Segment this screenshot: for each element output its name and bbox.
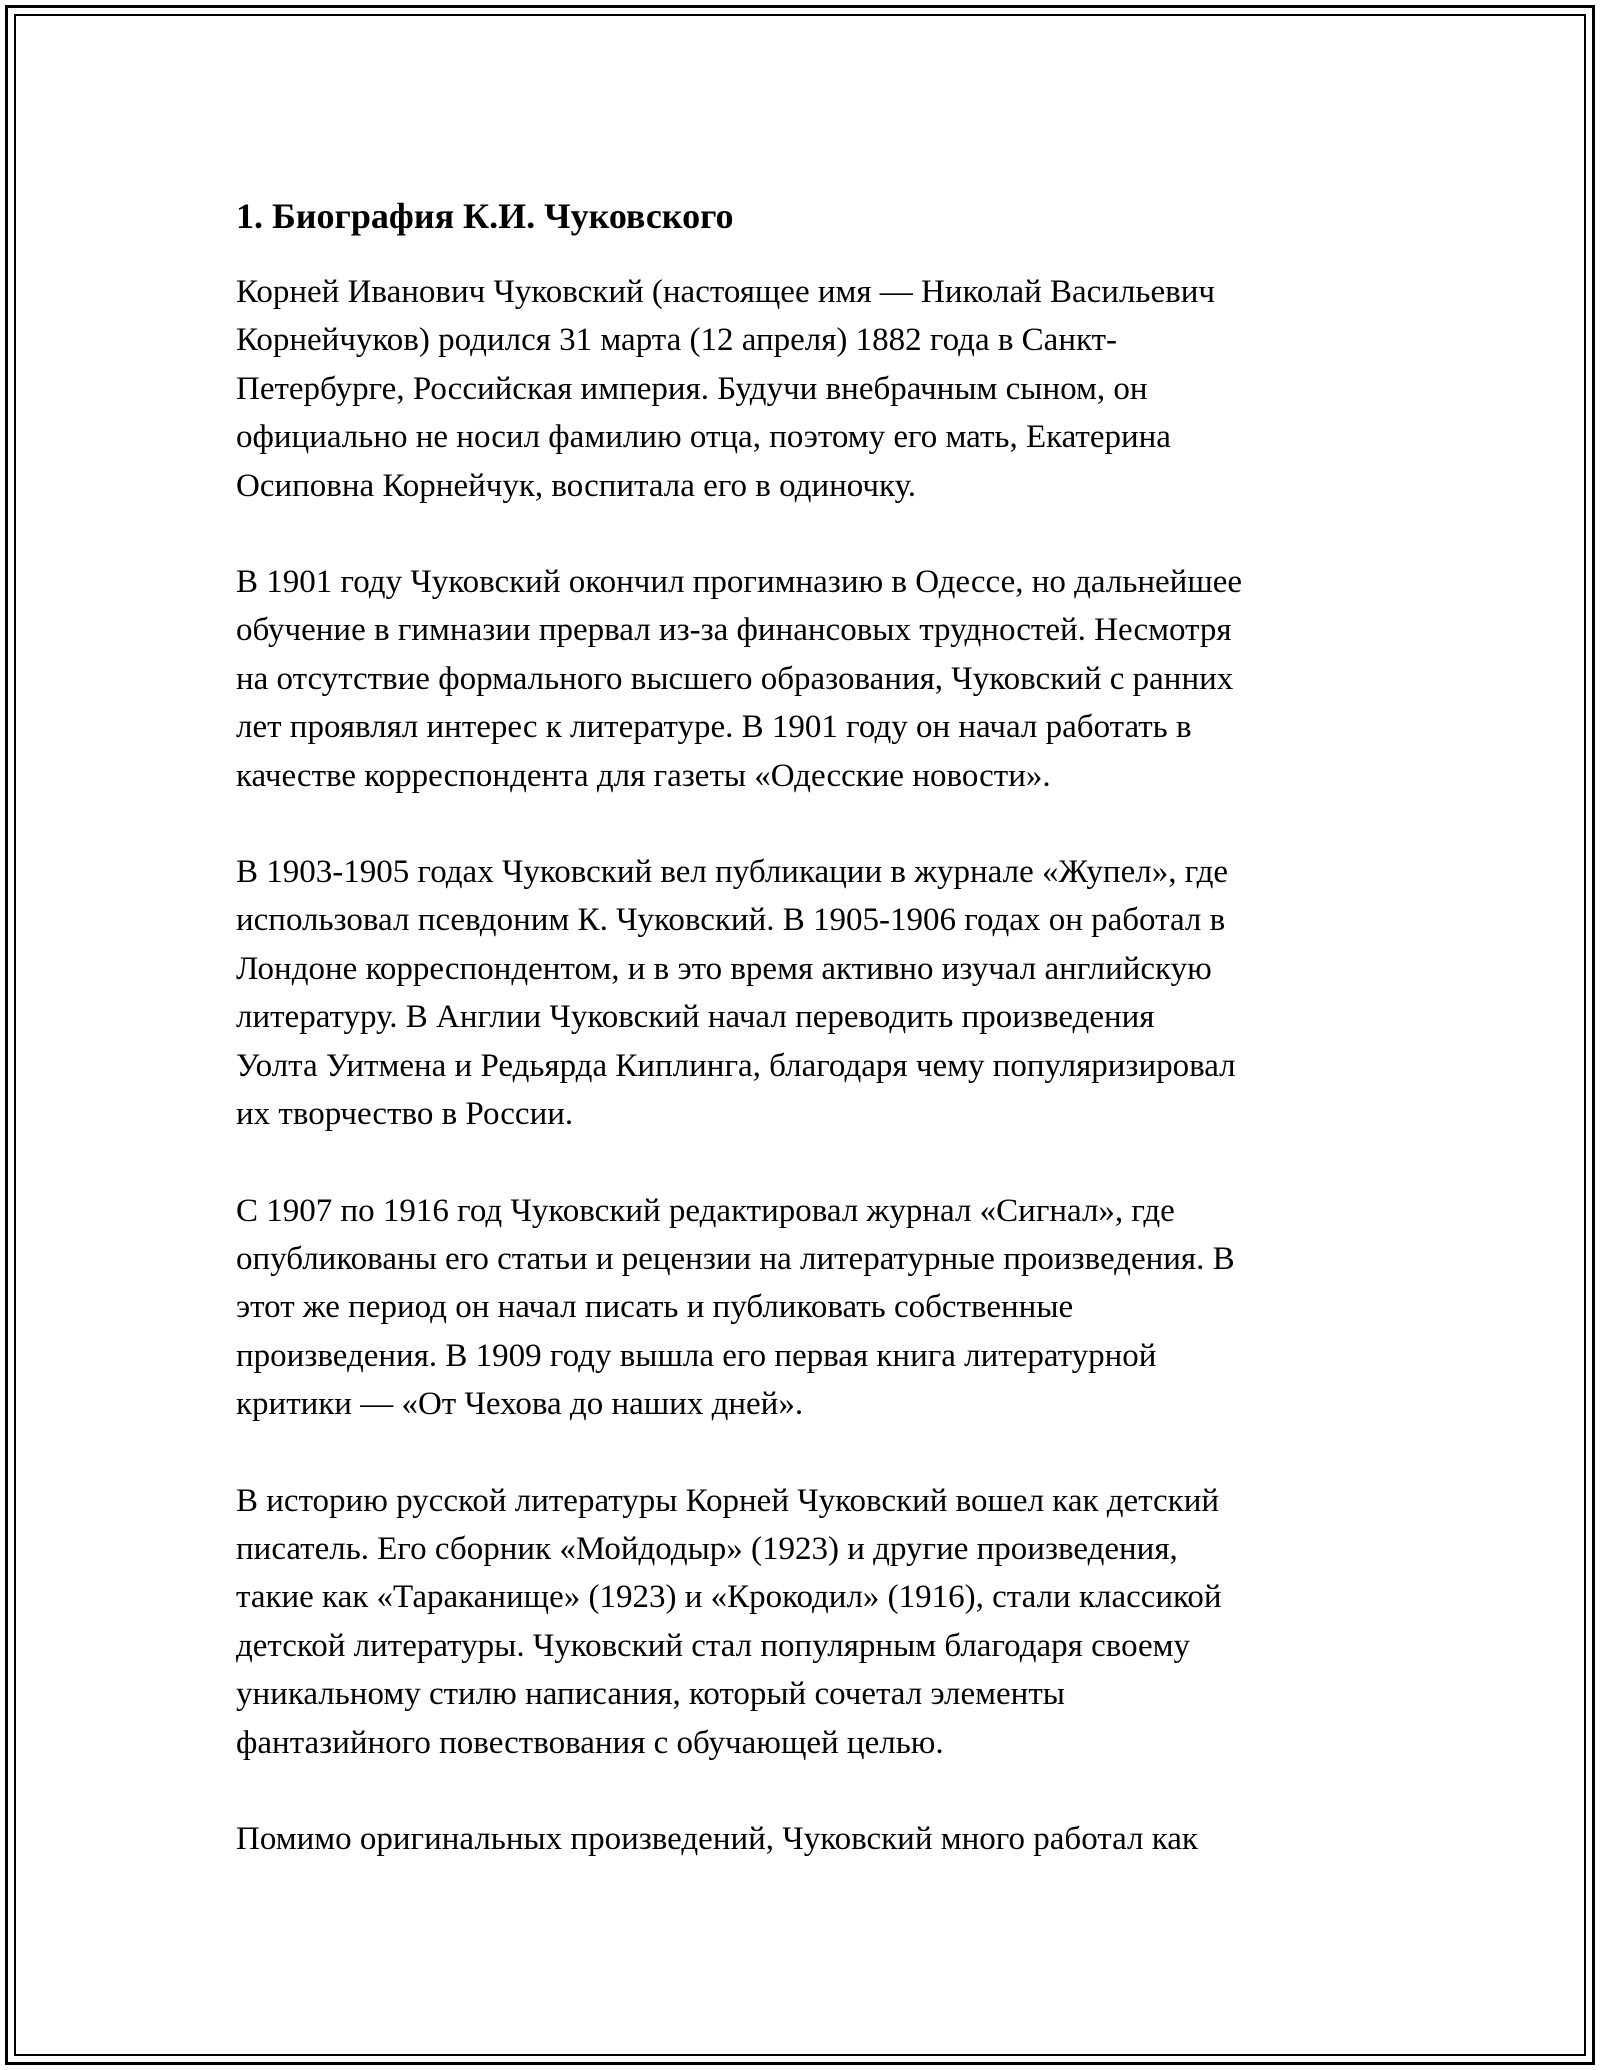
paragraph-education: В 1901 году Чуковский окончил прогимназию в Одессе, но дальнейшее обучение в гимназии прервал из-за финансовых трудностей. Несмотря на отсутствие формального высшего образования, Чуковский с ранних лет проявлял интерес к литературе. В 1901 году он начал работать в качестве корреспондента для газеты «Одесские новости». (236, 564, 1243, 794)
paragraph-children-writer: В историю русской литературы Корней Чуковский вошел как детский писатель. Его сборник «Мойдодыр» (1923) и другие произведения, такие как «Тараканище» (1923) и «Крокодил» (1916), стали классикой детской литературы. Чуковский стал популярным благодаря своему уникальному стилю написания, который сочетал элементы фантазийного повествования с обучающей целью. (236, 1482, 1222, 1761)
section-heading: 1. Биография К.И. Чуковского (236, 196, 734, 236)
paragraph-london: В 1903-1905 годах Чуковский вел публикации в журнале «Жупел», где использовал псевдоним К. Чуковский. В 1905-1906 годах он работал в Лондоне корреспондентом, и в это время активно изучал английскую литературу. В Англии Чуковский начал переводить произведения Уолта Уитмена и Редьярда Киплинга, благодаря чему популяризировал их творчество в России. (236, 854, 1236, 1133)
paragraph-translations: Помимо оригинальных произведений, Чуковский много работал как (236, 1820, 1198, 1857)
document-body (236, 190, 1396, 1911)
paragraph-birth: Корней Иванович Чуковский (настоящее имя — Николай Васильевич Корнейчуков) родился 31 марта (12 апреля) 1882 года в Санкт- Петербурге, Российская империя. Будучи внебрачным сыном, он официально не носил фамилию отца, поэтому его мать, Екатерина Осиповна Корнейчук, воспитала его в одиночку. (236, 274, 1215, 504)
paragraph-signal: С 1907 по 1916 год Чуковский редактировал журнал «Сигнал», где опубликованы его статьи и рецензии на литературные произведения. В этот же период он начал писать и публиковать собственные произведения. В 1909 году вышла его первая книга литературной критики — «От Чехова до наших дней». (236, 1192, 1235, 1423)
